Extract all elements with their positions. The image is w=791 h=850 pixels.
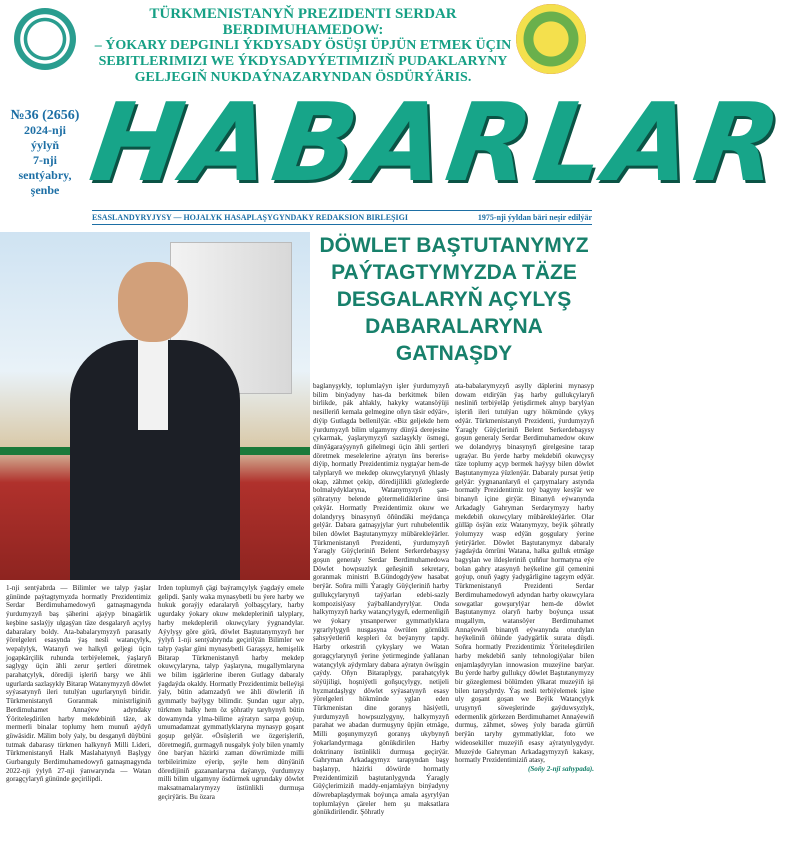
person-head-image bbox=[118, 262, 188, 342]
issue-weekday: şenbe bbox=[30, 183, 60, 197]
continued-note: (Soňy 2-nji sahypada). bbox=[527, 764, 594, 773]
article-column-2: Irden toplumyň çägi baýramçylyk ýagdaýy emele gelipdi. Şanly waka mynasybetli bu ýere harby we hukuk goraýjy edaralaryň ýolbaşçylary, harby ugurdaky ýokary okuw mekdepleriniň talyplary, harby mekdepleriň okuwçylary ýygnandylar. Aýylyşy göre görä, döwlet Baştutanymyzyň her ýylyň 1-nji sentýabrynda geçirilýän Bilimler we talyp ýaşlar güni mynasybetli Garaşsyz, hemişelik Bitarap Türkmenistanyň harby mekdep okuwçylaryna, talyp ýaşlaryna, mugallymlaryna we bilim işgärlerine iberen Gutlagy dabaraly ýagdaýda okaldy. Hormatly Prezidentimiz belleýişi ýaly, bütin adamzadyň we ähli döwleriň iň gymmatly baýlygy bilimdir. Şundan ugur alyp, türkmen halky hem öz şöhratly taryhynyň bütin dowamynda ylma-bilime aýratyn sarpa goýup, umumadamzat gymmatlyklaryna mynasyp goşant goşup gelýär. «Ösüşleriň we özgerişleriň, döretmegiň, gurmagyň nusgalyk ýoly bilen ynamly öne barýan häzirki zaman döwrümizde milli terbileirimize eýerip, şeýle hem dünýäniň döredijiniň gazananlaryna daýanyp, ýurdumyzy milli bilim ulgamyny ösdürmek ugrundaky döwlet maksatnamalarymyzy üstünlikli durmuşa geçirýäris. Bu özara bbox=[158, 584, 304, 801]
article-column-1: 1-nji sentýabrda — Bilimler we talyp ýaşlar gününde paýtagtymyzda hormatly Prezidentimiz Serdar Berdimuhamedowyň gatnaşmagynda ýurdumyzyň baş şäherini ajaýyp binagärlik keşbine saslaýjy ulgaşýan täze desgalaryň açylyş dabaralary boldy. Ata-babalarymyzyň parasatly ýörelgeleri esasynda ýaş nesli watançylyk, wepalylyk, Watanyň we halkyň geljegi üçin jogapkärçilik ruhunda terbiýelemek, ýaşlaryň saglygy üçin ähli zerur şertleri döretmek parahatçylyk, dörediji işleriň barşy we ähli ugurlarda sazlaşykly Bitarap Watanymyzyň döwlet syýasatynyň ileri tutulýan ugurlarynyň biridir. Türkmenistanyň Goranmak ministrliginiň Berdimuhamet Annaýew adyndaky Ýöriteleşdirilen harby mekdebiniň täze, ak mermerli binalar toplumy hem munuň aýdyň güwäsidir. Mälim boly ýaly, bu desganyň düýbüni tutmak dabarasy türkmen halkynyň Milli Lideri, Türkmenistanyň Halk Maslahatynyň Başlygy Gurbanguly Berdimuhamedowyň gatnaşmagynda 2022-nji ýylyň 27-nji ýanwarynda — Watan goragçylaryň gününde geçirilipdi. bbox=[6, 584, 151, 784]
publishing-since: 1975-nji ýyldan bäri neşir edilýär bbox=[477, 213, 592, 222]
president-emblem-right bbox=[516, 4, 586, 74]
state-emblem-left bbox=[14, 8, 76, 70]
header-line-3: SEBITLERIMIZI WE ÝKDYSADYÝETIMIZIŇ PUDAKLARYNY bbox=[98, 54, 508, 69]
newspaper-masthead: HABARLAR bbox=[83, 81, 791, 206]
issue-year-word: ýylyň bbox=[30, 138, 59, 152]
article-column-4-text: ata-babalarymyzyň asylly däplerini mynasyp dowam etdirýän ýaş harby gullukçylaryň nesliniň terbiýelâp ýetişdirmek alnyp barylýan işleriň ileri tutulýan ugry hökmünde çykyş edýär. Türkmenistanyň Prezidenti, ýurdumyzyň Ýaragly Güýçleriniň Belent Serkerdebaşysy goşun generaly Serdar Berdimuhamedow okuw we dolandyryş binasynyň girelgesine tarap ugraýar. Bu ýerde harby mekdebiň okuwçysy täze toplumy açyp bermek haýyşy bilen döwlet Baştutanymyza ýüzlenýär. Dabaraly pursat ýetip gelýär: ýygnananlaryň el çarpymalary astynda hormatly Prezidentimiz toý bagyny kesýär we binanyň içine girýär. Binanyň eýwanynda Arkadagly Gahryman Serdarymyzy harby mekdebiň okuwçylary mübärekleýärler. Olar gülläp ösýän eziz Watanymyzy, beýik şöhratly ýolumyzy wasp edýän goşgulary ýerine ýetirýärler. Döwlet Baştutanymyz dabaraly ýagdaýda ömrüni Watana, halka gulluk etmäge bagyşlan we ildeşleriniň çuňňur hormatyna eýe bolan gahry atasynyň heýkeline gül çemenini goýup, onuň ýagty ýadygärligine tagzym edýär. Türkmenistanyň Prezidenti Serdar Berdimuhamedowyň adyndan harby okuwçylara sowgatlar gowşurylýar hem-de döwlet Baştutanymyz olaryň harby boýunça ussat mugallym, watansöýer Berdimuhamet Annaýewiň binanyň eýwanynda oturdylan heýkeliniň öňünde ýadygärlik surata düşdi. Soňra hormatly Prezidentimiz Ýöriteleşdirilen harby mekdebiň sanly tehnologiýalar bilen enjamlaşdyrylan innowasion muzeýine barýar. Bu ýerde harby gullukçy döwlet Baştutanymyzy bir gözeglemesi bölümden ýlkarat muzeýiň işi bilen tanyşdyrdy. Ýaş nesli terbiýelemek işine uly goşant goşan we Beýik Watançylyk uruşynyň söweşlerinde gaýduwsyzlyk, edermenlik görkezen Berdimuhamet Annaýewiň durmuş, zähmet, söweş ýoly barada gürrüň berýän taryhy gymmatlyklar, foto we wideosekiller muzeýiň esasy aýratynlygydyr. Muzeýde Gahryman Arkadagymyzyň kakasy, hormatly Prezidentimiziň atasy, bbox=[455, 382, 594, 765]
header-quote bbox=[88, 6, 518, 86]
header-line-1: TÜRKMENISTANYŇ PREZIDENTI SERDAR BERDIMUHAMEDOW: bbox=[149, 6, 457, 38]
issue-number: №36 (2656) bbox=[10, 108, 80, 123]
publisher-line bbox=[92, 210, 592, 225]
ceremony-photo bbox=[0, 232, 310, 580]
issue-info bbox=[10, 108, 80, 198]
article-column-4 bbox=[455, 382, 594, 844]
article-headline: DÖWLET BAŞTUTANYMYZ PAÝTAGTYMYZDA TÄZE DESGALARYŇ AÇYLYŞ DABARALARYNA GATNAŞDY bbox=[319, 234, 589, 365]
publisher-name: ESASLANDYRYJYSY — HOJALYK HASAPLAŞYGYNDAKY REDAKSION BIRLEŞIGI bbox=[92, 213, 408, 222]
article-column-3: baglanyşykly, toplumlaýyn işler ýurdumyzyň bilim binýadyny has-da berkitmek bilen birlikde, pák ahlakly, hakyky watansöýüji nesilleriň kemala gelmegine oňyn täsir edýär», diýip Gutlagda bellenilýär. «Biz geljekde hem ýurdumyzyň bilim ulgamyny dünýä derejesine çykarmak, ýaşlarymyzyň sazlaşykly ösmegi, dünýägaraýşynyň giňelmegi üçin ähli şertleri döretmek meselelerine aýratyn üns bereris» diýip, hormatly Prezidentimiz nygtaýar hem-de talyplaryň we mekdep okuwçylarynyň ýhlasly okap, zähmet çekip, döredijilikli gözleglerde bolmalydyklaryna, Watanymyzyň şan-şöhratyny belende götermelidiklerine ünsi çekýär. Hormatly Prezidentimiz okuw we dolandyryş binasynyň öňündäki meýdança gelýär. Dabara gatnaşyjylar ýurt ruhubelentlik bilen döwlet Baştutanymyzy mübärekleýärler. Türkmenistanyň Prezidenti, ýurdumyzyň Ýaragly Güýçleriniň Belent Serkerdebaşysy goşun generaly Serdar Berdimuhamedowa Döwlet howpsuzlyk geňeşiniň sekretary, goranmak ministri B.Gündogdyýew hasabat berýär. Soňra milli Ýaragly Güýçleriniň harby gullukçylarynyň taýýarlan edebi-sazly kompozisiýasy ýaýbaňlandyrylýar. Onda halkymyzyň harky watançylygyň, edermenligiň we ýokary ynsanperwer gymmatlyklara ygrarlylygyň nusgasyna öwrülen görnükli şahsyýetleriň keşpleri öz beýanyny tapdy. Harby orkestriň çykyşlary we Watan goragçylarynyň ýerine ýetirmeginde ýaňlanan watançylyk aýdymlary dabara aýratyn öwüşgin çaýdy. Oňyn Bitaraplygy, parahatçylyk söýüjiligi, hoşniýetli goňşuçylygy, netijeli hyzmatdaşlygy döwlet syýasatynyň esasy ýörelgeleri hökmünde yglan eden Türkmenistan dine goranyş häsiýetli, ýurdumyzyň howpsuzlygyny, halkymyzyň parahat we abadan durmuşyny üpjün etmäge, Milli goşunymyzyň goranyş ukybynyň ýokarlandyrmaga gönükdirilen Harby doktrinany üstünlikli durmuşa geçirýär. Gahryman Arkadagymyz tarapyndan başy başlanyp, häzirki döwürde hormatly Prezidentimiziň baştutanlygynda Ýaragly Güýçlerimiziň maddy-enjamlaýyn binýadyny döwrebaplaşdyrmak boýunça amala aşyrylýan toplumlaýyn çäreler hem şu maksatlara gönükdirilendir. Şöhratly bbox=[313, 382, 449, 817]
issue-year: 2024-nji bbox=[24, 123, 66, 137]
person-shirt-image bbox=[138, 340, 168, 430]
issue-day: 7-nji bbox=[33, 153, 57, 167]
header-line-4: GELJEGIŇ NUKDAÝNAZARYNDAN ÖSDÜRÝÄRIS. bbox=[134, 70, 472, 85]
header-line-2: – ÝOKARY DEPGINLI ÝKDYSADY ÖSÜŞI ÜPJÜN ETMEK ÜÇIN bbox=[94, 38, 512, 53]
issue-month: sentýabry, bbox=[18, 168, 72, 182]
